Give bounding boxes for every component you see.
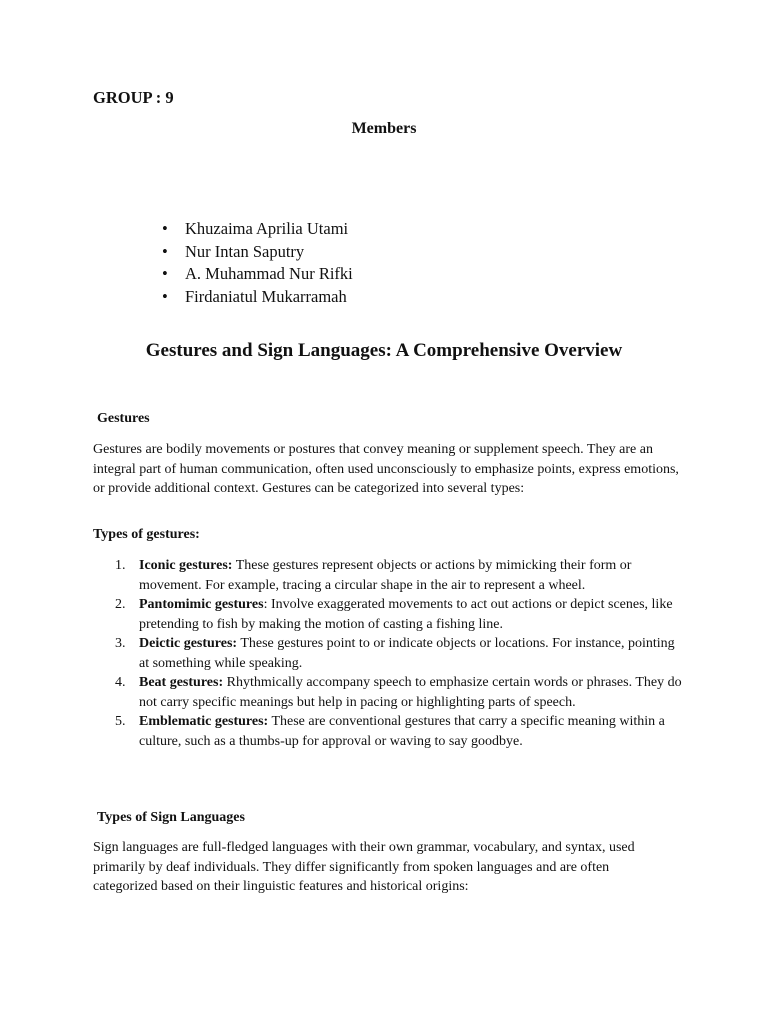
bullet-icon: • [162, 241, 168, 261]
group-label: GROUP : 9 [93, 88, 174, 107]
gesture-description: These gestures point to or indicate objects or locations. For instance, pointing at something while speaking. [139, 636, 675, 671]
gesture-term: Pantomimic gestures [139, 597, 264, 612]
sign-languages-heading: Types of Sign Languages [97, 810, 245, 825]
gesture-description: These gestures represent objects or actions by mimicking their form or movement. For example, tracing a circular shape in the air to represent a wheel. [139, 558, 632, 593]
types-of-gestures-label: Types of gestures: [93, 527, 200, 542]
list-item [115, 556, 685, 595]
list-number: 1. [115, 558, 126, 573]
gesture-description: : Involve exaggerated movements to act out actions or depict scenes, like pretending to fish by making the motion of casting a fishing line. [139, 597, 673, 632]
gesture-term: Emblematic gestures: [139, 714, 269, 729]
list-number: 2. [115, 597, 126, 612]
list-item [115, 673, 685, 712]
document-title: Gestures and Sign Languages: A Comprehensive Overview [145, 340, 623, 361]
gesture-types-list [115, 556, 685, 751]
member-name: A. Muhammad Nur Rifki [185, 264, 353, 284]
bullet-icon: • [162, 219, 168, 238]
gestures-heading: Gestures [97, 411, 150, 426]
member-name: Firdaniatul Mukarramah [185, 287, 347, 307]
member-name: Khuzaima Aprilia Utami [185, 219, 349, 238]
members-heading: Members [351, 120, 417, 137]
list-item [115, 712, 685, 751]
list-item [162, 286, 353, 309]
list-item [162, 263, 353, 286]
bullet-icon: • [162, 287, 168, 307]
gesture-term: Iconic gestures: [139, 558, 233, 573]
list-number: 3. [115, 636, 126, 651]
gesture-description: These are conventional gestures that carry a specific meaning within a culture, such as a thumbs-up for approval or waving to say goodbye. [139, 714, 665, 749]
list-number: 5. [115, 714, 126, 729]
list-item [115, 595, 685, 634]
gesture-term: Deictic gestures: [139, 636, 238, 651]
gesture-term: Beat gestures: [139, 675, 224, 690]
list-item [162, 241, 353, 264]
members-list [162, 218, 353, 309]
member-name: Nur Intan Saputry [185, 241, 305, 261]
list-item [162, 218, 353, 241]
gestures-paragraph: Gestures are bodily movements or postures that convey meaning or supplement speech. They are an integral part of human communication, often used unconsciously to emphasize points, express emotions, or provide additional context. Gestures can be categorized into several types: [93, 442, 679, 496]
gesture-description: Rhythmically accompany speech to emphasize certain words or phrases. They do not carry specific meanings but help in pacing or highlighting parts of speech. [139, 675, 682, 710]
list-item [115, 634, 685, 673]
list-number: 4. [115, 675, 126, 690]
bullet-icon: • [162, 264, 168, 284]
sign-languages-paragraph: Sign languages are full-fledged languages with their own grammar, vocabulary, and syntax, used primarily by deaf individuals. They differ significantly from spoken languages and are often categorized based on their linguistic features and historical origins: [93, 840, 635, 894]
